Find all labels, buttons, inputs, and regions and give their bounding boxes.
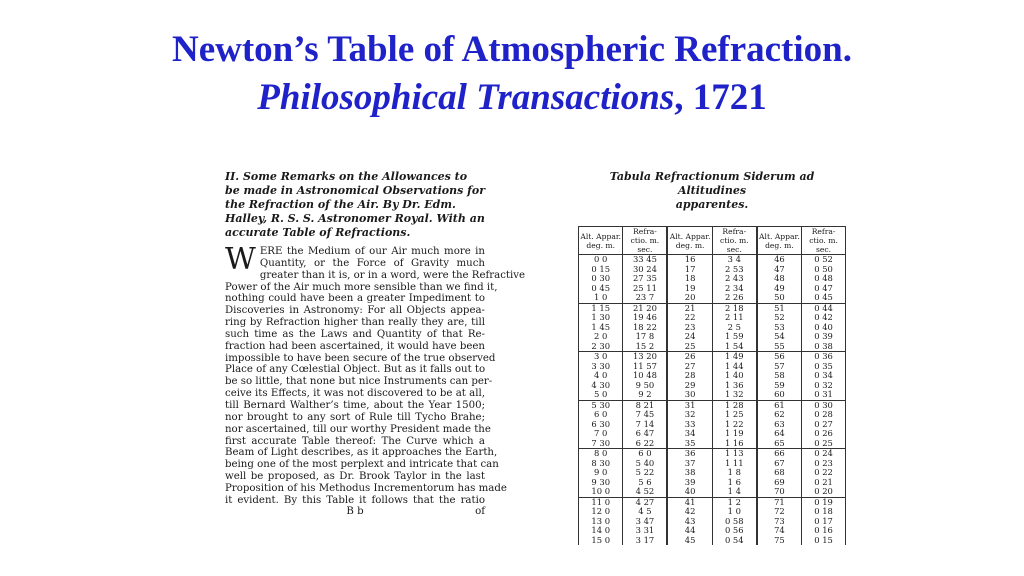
article-line: it evident. By this Table it follows that the ratio xyxy=(225,494,485,506)
refraction-cell: 6 0 xyxy=(623,449,667,459)
altitude-cell: 49 xyxy=(757,284,802,294)
altitude-cell: 55 xyxy=(757,342,802,352)
refraction-cell: 0 44 xyxy=(802,303,846,313)
refraction-cell: 0 26 xyxy=(802,429,846,439)
refraction-cell: 0 31 xyxy=(802,390,846,400)
refraction-cell: 3 17 xyxy=(623,536,667,546)
altitude-cell: 1 15 xyxy=(579,303,623,313)
altitude-cell: 31 xyxy=(667,400,712,410)
refraction-cell: 1 22 xyxy=(712,420,756,430)
altitude-cell: 35 xyxy=(667,439,712,449)
article-line: fraction had been ascertained, it would have been xyxy=(225,340,485,352)
slide-title-line1: Newton’s Table of Atmospheric Refraction. xyxy=(172,29,852,70)
refraction-cell: 0 21 xyxy=(802,478,846,488)
altitude-cell: 25 xyxy=(667,342,712,352)
article-line: Power of the Air much more sensible than we find it, xyxy=(225,281,498,293)
refraction-cell: 3 4 xyxy=(712,255,756,265)
col-header-altitude: Alt. Appar. deg. m. xyxy=(579,227,623,255)
table-row xyxy=(579,303,846,313)
refraction-cell: 27 35 xyxy=(623,274,667,284)
refraction-cell: 0 45 xyxy=(802,293,846,303)
altitude-cell: 5 30 xyxy=(579,400,623,410)
col-header-altitude: Alt. Appar. deg. m. xyxy=(757,227,802,255)
altitude-cell: 61 xyxy=(757,400,802,410)
refraction-cell: 10 48 xyxy=(623,371,667,381)
article-heading: II. Some Remarks on the Allowances to be made in Astronomical Observations for the Refraction of the Air. By Dr. Edm. Halley, R. S. S. Astronomer Royal. With an accurate Table of Refractions. xyxy=(225,170,485,239)
table-row xyxy=(579,313,846,323)
altitude-cell: 65 xyxy=(757,439,802,449)
col-header-refraction: Refra- ctio. m. sec. xyxy=(712,227,756,255)
altitude-cell: 27 xyxy=(667,362,712,372)
altitude-cell: 54 xyxy=(757,332,802,342)
catchword: of xyxy=(475,505,485,517)
table-heading-line1: Tabula Refractionum Siderum ad Altitudines xyxy=(609,170,815,197)
altitude-cell: 0 0 xyxy=(579,255,623,265)
refraction-cell: 4 5 xyxy=(623,507,667,517)
altitude-cell: 0 45 xyxy=(579,284,623,294)
refraction-cell: 0 56 xyxy=(712,526,756,536)
table-row xyxy=(579,459,846,469)
altitude-cell: 33 xyxy=(667,420,712,430)
article-line: ring by Refraction higher than really they are, till xyxy=(225,317,485,329)
refraction-cell: 5 40 xyxy=(623,459,667,469)
altitude-cell: 72 xyxy=(757,507,802,517)
refraction-cell: 2 18 xyxy=(712,303,756,313)
refraction-cell: 1 16 xyxy=(712,439,756,449)
refraction-cell: 1 0 xyxy=(712,507,756,517)
altitude-cell: 60 xyxy=(757,390,802,400)
altitude-cell: 7 0 xyxy=(579,429,623,439)
left-page-scan xyxy=(225,170,526,517)
altitude-cell: 70 xyxy=(757,487,802,497)
article-line: be so little, that none but nice Instruments can per- xyxy=(225,376,493,388)
table-row xyxy=(579,293,846,303)
altitude-cell: 14 0 xyxy=(579,526,623,536)
altitude-cell: 0 30 xyxy=(579,274,623,284)
refraction-cell: 0 19 xyxy=(802,497,846,507)
table-row xyxy=(579,323,846,333)
table-row xyxy=(579,497,846,507)
altitude-cell: 30 xyxy=(667,390,712,400)
altitude-cell: 1 0 xyxy=(579,293,623,303)
refraction-cell: 1 4 xyxy=(712,487,756,497)
altitude-cell: 69 xyxy=(757,478,802,488)
table-row xyxy=(579,487,846,497)
table-heading-line2: apparentes. xyxy=(675,198,749,211)
refraction-cell: 2 26 xyxy=(712,293,756,303)
table-row xyxy=(579,507,846,517)
refraction-cell: 0 58 xyxy=(712,517,756,527)
drop-cap: W xyxy=(225,242,256,277)
article-line: nothing could have been a greater Impediment to xyxy=(225,293,485,305)
refraction-cell: 6 22 xyxy=(623,439,667,449)
article-body xyxy=(225,242,526,507)
altitude-cell: 74 xyxy=(757,526,802,536)
refraction-cell: 1 28 xyxy=(712,400,756,410)
article-line: Discoveries in Astronomy: For all Objects appea- xyxy=(225,305,485,317)
table-row xyxy=(579,536,846,546)
refraction-cell: 3 47 xyxy=(623,517,667,527)
refraction-cell: 7 14 xyxy=(623,420,667,430)
altitude-cell: 41 xyxy=(667,497,712,507)
article-line: first accurate Table thereof: The Curve which a xyxy=(225,435,485,447)
refraction-cell: 2 34 xyxy=(712,284,756,294)
altitude-cell: 17 xyxy=(667,265,712,275)
table-row xyxy=(579,342,846,352)
altitude-cell: 19 xyxy=(667,284,712,294)
altitude-cell: 44 xyxy=(667,526,712,536)
refraction-cell: 18 22 xyxy=(623,323,667,333)
altitude-cell: 20 xyxy=(667,293,712,303)
refraction-cell: 15 2 xyxy=(623,342,667,352)
table-row xyxy=(579,352,846,362)
table-row xyxy=(579,517,846,527)
altitude-cell: 52 xyxy=(757,313,802,323)
refraction-cell: 0 24 xyxy=(802,449,846,459)
refraction-cell: 0 54 xyxy=(712,536,756,546)
article-line: nor brought to any sort of Rule till Tycho Brahe; xyxy=(225,411,485,423)
altitude-cell: 36 xyxy=(667,449,712,459)
refraction-cell: 8 21 xyxy=(623,400,667,410)
refraction-cell: 0 27 xyxy=(802,420,846,430)
article-line: ERE the Medium of our Air much more in xyxy=(259,246,485,257)
altitude-cell: 26 xyxy=(667,352,712,362)
refraction-cell: 0 52 xyxy=(802,255,846,265)
altitude-cell: 11 0 xyxy=(579,497,623,507)
right-page-scan xyxy=(578,170,846,545)
altitude-cell: 39 xyxy=(667,478,712,488)
altitude-cell: 13 0 xyxy=(579,517,623,527)
refraction-cell: 2 5 xyxy=(712,323,756,333)
altitude-cell: 43 xyxy=(667,517,712,527)
article-line: impossible to have been secure of the true observed xyxy=(225,352,496,364)
refraction-cell: 0 42 xyxy=(802,313,846,323)
altitude-cell: 21 xyxy=(667,303,712,313)
refraction-cell: 0 30 xyxy=(802,400,846,410)
refraction-cell: 9 50 xyxy=(623,381,667,391)
altitude-cell: 29 xyxy=(667,381,712,391)
article-line: till Bernard Walther’s time, about the Year 1500; xyxy=(225,399,485,411)
table-row xyxy=(579,526,846,536)
article-line: nor ascertained, till our worthy President made the xyxy=(225,423,491,435)
altitude-cell: 2 30 xyxy=(579,342,623,352)
refraction-cell: 0 39 xyxy=(802,332,846,342)
table-row xyxy=(579,449,846,459)
altitude-cell: 48 xyxy=(757,274,802,284)
refraction-cell: 1 19 xyxy=(712,429,756,439)
refraction-cell: 0 36 xyxy=(802,352,846,362)
refraction-cell: 0 40 xyxy=(802,323,846,333)
article-line: Proposition of his Methodus Incrementorum has made xyxy=(225,482,507,494)
altitude-cell: 45 xyxy=(667,536,712,546)
col-header-refraction: Refra- ctio. m. sec. xyxy=(802,227,846,255)
refraction-cell: 5 22 xyxy=(623,468,667,478)
article-line: Quantity, or the Force of Gravity much xyxy=(259,257,485,269)
table-row xyxy=(579,439,846,449)
refraction-cell: 0 23 xyxy=(802,459,846,469)
journal-year: , 1721 xyxy=(674,77,767,118)
altitude-cell: 0 15 xyxy=(579,265,623,275)
refraction-cell: 1 40 xyxy=(712,371,756,381)
altitude-cell: 1 45 xyxy=(579,323,623,333)
table-row xyxy=(579,410,846,420)
refraction-cell: 1 54 xyxy=(712,342,756,352)
altitude-cell: 15 0 xyxy=(579,536,623,546)
altitude-cell: 3 30 xyxy=(579,362,623,372)
altitude-cell: 59 xyxy=(757,381,802,391)
refraction-cell: 0 17 xyxy=(802,517,846,527)
altitude-cell: 37 xyxy=(667,459,712,469)
table-row xyxy=(579,265,846,275)
refraction-cell: 0 22 xyxy=(802,468,846,478)
refraction-cell: 1 13 xyxy=(712,449,756,459)
altitude-cell: 42 xyxy=(667,507,712,517)
table-row xyxy=(579,478,846,488)
table-row xyxy=(579,371,846,381)
altitude-cell: 5 0 xyxy=(579,390,623,400)
refraction-cell: 0 34 xyxy=(802,371,846,381)
refraction-cell: 2 11 xyxy=(712,313,756,323)
altitude-cell: 53 xyxy=(757,323,802,333)
altitude-cell: 9 30 xyxy=(579,478,623,488)
refraction-cell: 0 35 xyxy=(802,362,846,372)
article-line: being one of the most perplext and intricate that can xyxy=(225,459,499,471)
refraction-cell: 1 2 xyxy=(712,497,756,507)
article-line: well be proposed, as Dr. Brook Taylor in the last xyxy=(225,471,485,483)
altitude-cell: 1 30 xyxy=(579,313,623,323)
table-row xyxy=(579,332,846,342)
altitude-cell: 62 xyxy=(757,410,802,420)
altitude-cell: 47 xyxy=(757,265,802,275)
refraction-cell: 1 49 xyxy=(712,352,756,362)
col-header-altitude: Alt. Appar. deg. m. xyxy=(667,227,712,255)
altitude-cell: 7 30 xyxy=(579,439,623,449)
altitude-cell: 4 0 xyxy=(579,371,623,381)
refraction-cell: 0 47 xyxy=(802,284,846,294)
refraction-cell: 1 25 xyxy=(712,410,756,420)
page-signature xyxy=(225,506,485,517)
table-heading xyxy=(578,170,846,212)
refraction-cell: 1 36 xyxy=(712,381,756,391)
table-row xyxy=(579,400,846,410)
refraction-cell: 30 24 xyxy=(623,265,667,275)
table-row xyxy=(579,429,846,439)
altitude-cell: 23 xyxy=(667,323,712,333)
refraction-cell: 5 6 xyxy=(623,478,667,488)
refraction-cell: 0 25 xyxy=(802,439,846,449)
altitude-cell: 75 xyxy=(757,536,802,546)
refraction-cell: 13 20 xyxy=(623,352,667,362)
altitude-cell: 34 xyxy=(667,429,712,439)
refraction-cell: 0 50 xyxy=(802,265,846,275)
altitude-cell: 4 30 xyxy=(579,381,623,391)
table-row xyxy=(579,284,846,294)
altitude-cell: 50 xyxy=(757,293,802,303)
altitude-cell: 40 xyxy=(667,487,712,497)
altitude-cell: 67 xyxy=(757,459,802,469)
article-line: ceive its Effects, it was not discovered to be at all, xyxy=(225,388,485,400)
refraction-cell: 4 27 xyxy=(623,497,667,507)
altitude-cell: 51 xyxy=(757,303,802,313)
altitude-cell: 64 xyxy=(757,429,802,439)
refraction-cell: 25 11 xyxy=(623,284,667,294)
refraction-cell: 0 32 xyxy=(802,381,846,391)
table-row xyxy=(579,381,846,391)
refraction-cell: 3 31 xyxy=(623,526,667,536)
altitude-cell: 2 0 xyxy=(579,332,623,342)
altitude-cell: 22 xyxy=(667,313,712,323)
col-header-refraction: Refra- ctio. m. sec. xyxy=(623,227,667,255)
refraction-cell: 0 28 xyxy=(802,410,846,420)
refraction-cell: 23 7 xyxy=(623,293,667,303)
altitude-cell: 46 xyxy=(757,255,802,265)
altitude-cell: 18 xyxy=(667,274,712,284)
altitude-cell: 58 xyxy=(757,371,802,381)
altitude-cell: 68 xyxy=(757,468,802,478)
refraction-cell: 0 16 xyxy=(802,526,846,536)
refraction-cell: 21 20 xyxy=(623,303,667,313)
refraction-cell: 1 44 xyxy=(712,362,756,372)
article-line: Beam of Light describes, as it approaches the Earth, xyxy=(225,447,498,459)
altitude-cell: 73 xyxy=(757,517,802,527)
refraction-cell: 2 43 xyxy=(712,274,756,284)
refraction-cell: 7 45 xyxy=(623,410,667,420)
refraction-table xyxy=(578,226,846,545)
altitude-cell: 38 xyxy=(667,468,712,478)
refraction-cell: 0 20 xyxy=(802,487,846,497)
table-row xyxy=(579,255,846,265)
altitude-cell: 24 xyxy=(667,332,712,342)
slide-title-line2 xyxy=(0,76,1024,120)
refraction-cell: 0 38 xyxy=(802,342,846,352)
article-line: such time as the Laws and Quantity of that Re- xyxy=(225,328,485,340)
altitude-cell: 63 xyxy=(757,420,802,430)
refraction-cell: 19 46 xyxy=(623,313,667,323)
altitude-cell: 57 xyxy=(757,362,802,372)
altitude-cell: 6 30 xyxy=(579,420,623,430)
refraction-cell: 1 6 xyxy=(712,478,756,488)
table-row xyxy=(579,362,846,372)
journal-name: Philosophical Transactions xyxy=(257,77,675,118)
altitude-cell: 32 xyxy=(667,410,712,420)
article-line: greater than it is, or in a word, were the Refractive xyxy=(259,269,526,281)
altitude-cell: 28 xyxy=(667,371,712,381)
altitude-cell: 16 xyxy=(667,255,712,265)
altitude-cell: 9 0 xyxy=(579,468,623,478)
table-row xyxy=(579,274,846,284)
refraction-cell: 33 45 xyxy=(623,255,667,265)
altitude-cell: 71 xyxy=(757,497,802,507)
refraction-cell: 1 32 xyxy=(712,390,756,400)
refraction-cell: 1 8 xyxy=(712,468,756,478)
table-row xyxy=(579,390,846,400)
altitude-cell: 56 xyxy=(757,352,802,362)
altitude-cell: 66 xyxy=(757,449,802,459)
refraction-cell: 1 11 xyxy=(712,459,756,469)
article-line: Place of any Cœlestial Object. But as it falls out to xyxy=(225,364,486,376)
altitude-cell: 3 0 xyxy=(579,352,623,362)
refraction-cell: 1 59 xyxy=(712,332,756,342)
refraction-cell: 0 18 xyxy=(802,507,846,517)
refraction-cell: 17 8 xyxy=(623,332,667,342)
refraction-cell: 0 15 xyxy=(802,536,846,546)
refraction-cell: 4 52 xyxy=(623,487,667,497)
altitude-cell: 6 0 xyxy=(579,410,623,420)
refraction-cell: 9 2 xyxy=(623,390,667,400)
refraction-cell: 6 47 xyxy=(623,429,667,439)
altitude-cell: 12 0 xyxy=(579,507,623,517)
refraction-cell: 0 48 xyxy=(802,274,846,284)
table-row xyxy=(579,468,846,478)
altitude-cell: 8 30 xyxy=(579,459,623,469)
refraction-cell: 11 57 xyxy=(623,362,667,372)
altitude-cell: 10 0 xyxy=(579,487,623,497)
signature-mark: B b xyxy=(346,505,364,517)
altitude-cell: 8 0 xyxy=(579,449,623,459)
refraction-cell: 2 53 xyxy=(712,265,756,275)
table-row xyxy=(579,420,846,430)
